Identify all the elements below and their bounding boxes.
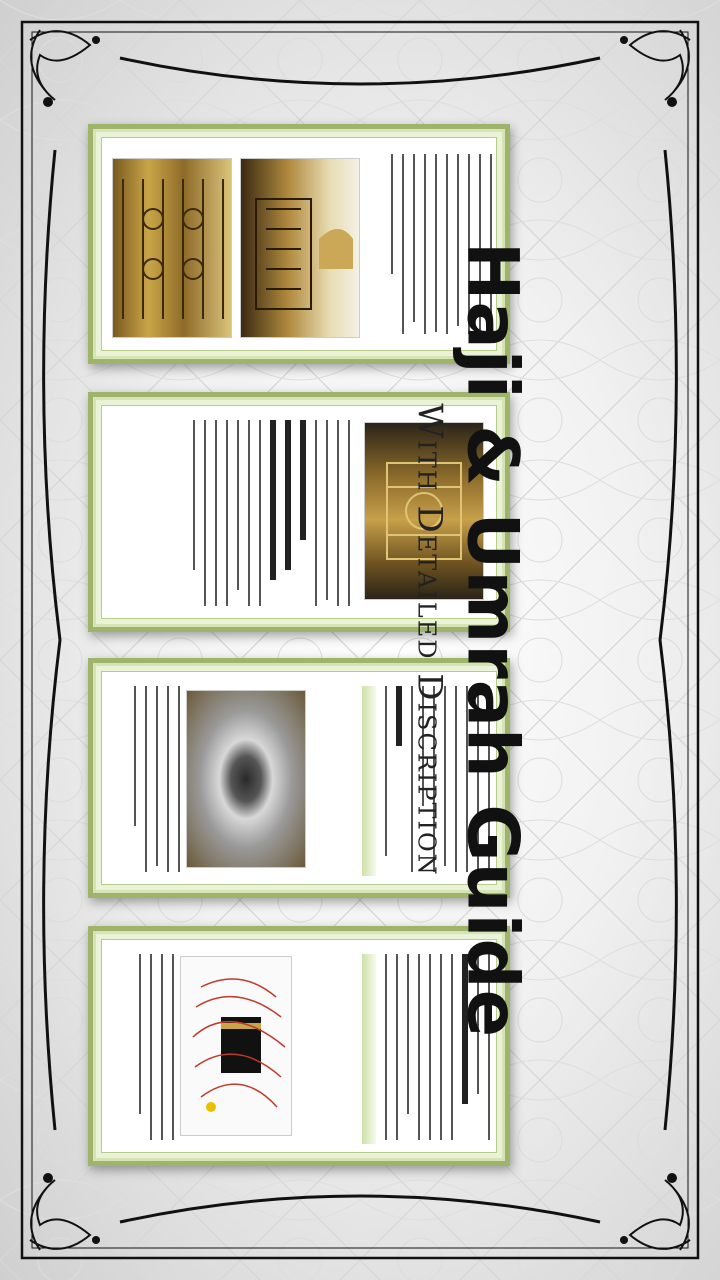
photo-black-stone xyxy=(186,690,306,868)
urdu-text-block xyxy=(114,686,180,876)
photo-golden-lattice xyxy=(112,158,232,338)
urdu-text-block xyxy=(114,954,174,1144)
title-block xyxy=(409,140,534,1140)
app-title: Haji & Umrah Guide xyxy=(451,241,534,1039)
app-subtitle: With Detailed Discription xyxy=(409,403,450,877)
urdu-text-block xyxy=(114,420,350,610)
photo-golden-gate xyxy=(240,158,360,338)
photo-tawaf-diagram xyxy=(180,956,292,1136)
